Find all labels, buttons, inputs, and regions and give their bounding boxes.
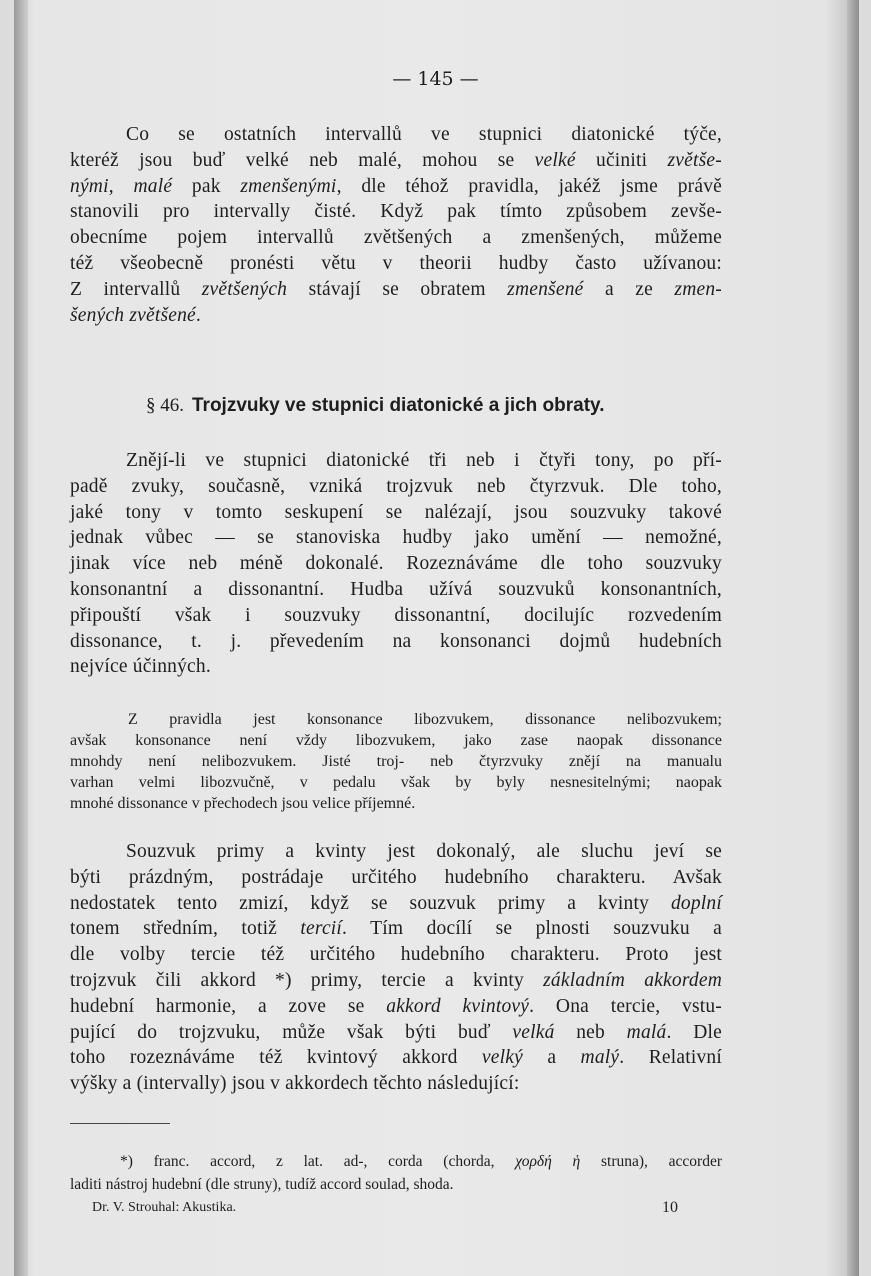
text-line: [70, 277, 722, 303]
text-line: [70, 500, 722, 526]
text-segment: jednak vůbec — se stanoviska hudby jako umění — nemožné,: [70, 527, 722, 549]
text-segment: laditi nástroj hudební (dle struny), tudíž accord soulad, shoda.: [70, 1176, 454, 1193]
section-heading: [146, 395, 605, 417]
italic-text: zmenšenými: [240, 175, 337, 197]
text-line: [70, 793, 722, 814]
text-line: [70, 751, 722, 772]
text-segment: stanovili pro intervally čisté. Když pak tímto způsobem zevše-: [70, 201, 722, 223]
text-segment: stávají se obratem: [287, 278, 508, 300]
text-line: [70, 603, 722, 629]
text-segment: mnohé dissonance v přechodech jsou velice příjemné.: [70, 795, 416, 812]
text-segment: učiniti: [575, 149, 668, 171]
text-segment: a ze: [583, 278, 675, 300]
text-line: [70, 225, 722, 251]
italic-text: zmenšené: [507, 278, 584, 300]
italic-text: tercií: [300, 918, 343, 940]
text-segment: pak: [172, 175, 241, 197]
footer-author-title: Dr. V. Strouhal: Akustika.: [92, 1200, 237, 1215]
text-line: [70, 551, 722, 577]
text-line: [70, 525, 722, 551]
text-line: [70, 199, 722, 225]
text-line: [70, 448, 722, 474]
text-line: [70, 891, 722, 917]
italic-text: základním akkordem: [543, 969, 722, 991]
italic-text: malá: [626, 1021, 667, 1043]
italic-text: χορδή ἡ: [515, 1153, 581, 1170]
text-line: [70, 942, 722, 968]
section-number: § 46.: [146, 395, 184, 416]
text-line: [70, 1020, 722, 1046]
text-segment: trojzvuk čili akkord *) primy, tercie a kvinty: [70, 969, 544, 991]
italic-text: malý: [580, 1047, 620, 1069]
text-segment: ,: [108, 175, 134, 197]
text-segment: , dle téhož pravidla, jakéž jsme právě: [336, 175, 723, 197]
text-line: [70, 730, 722, 751]
page-binding-edge: [14, 0, 28, 1276]
italic-text: malé: [133, 175, 173, 197]
text-line: [70, 122, 722, 148]
italic-text: nými: [70, 175, 109, 197]
text-segment: nedostatek tento zmizí, když se souzvuk primy a kvinty: [70, 892, 671, 914]
text-segment: struna), accorder: [580, 1153, 722, 1170]
text-line: [70, 577, 722, 603]
text-line: [70, 916, 722, 942]
italic-text: akkord kvintový: [386, 995, 530, 1017]
page-number: — 145 —: [392, 68, 479, 90]
italic-text: velká: [512, 1021, 555, 1043]
text-segment: Z intervallů: [70, 278, 202, 300]
text-segment: výšky a (intervally) jsou v akkordech těchto následující:: [70, 1073, 520, 1095]
text-segment: padě zvuky, současně, vzniká trojzvuk neb čtyrzvuk. Dle toho,: [70, 475, 722, 497]
text-segment: jaké tony v tomto seskupení se nalézají, jsou souzvuky takové: [70, 501, 722, 523]
italic-text: šených zvětšené: [70, 304, 196, 326]
italic-text: velký: [481, 1047, 523, 1069]
text-segment: . Dle: [666, 1021, 723, 1043]
italic-text: doplní: [670, 892, 722, 914]
text-segment: hudební harmonie, a zove se: [70, 995, 387, 1017]
text-segment: kteréž jsou buď velké neb malé, mohou se: [70, 149, 535, 171]
text-segment: *) franc. accord, z lat. ad-, corda (chorda,: [120, 1153, 516, 1170]
footnote-divider: [70, 1123, 170, 1124]
text-segment: býti prázdným, postrádaje určitého hudebního charakteru. Avšak: [70, 866, 722, 888]
text-segment: nejvíce účinných.: [70, 656, 211, 678]
text-line: [70, 772, 722, 793]
italic-text: zmen-: [674, 278, 722, 300]
text-line: [70, 1173, 722, 1196]
text-segment: a: [522, 1047, 581, 1069]
text-line: [70, 1071, 722, 1097]
paragraph-2: [70, 448, 722, 680]
text-segment: obecníme pojem intervallů zvětšených a zmenšených, můžeme: [70, 227, 722, 249]
text-segment: Znějí-li ve stupnici diatonické tři neb i čtyři tony, po pří-: [126, 450, 722, 471]
italic-text: velké: [534, 149, 576, 171]
text-line: [70, 1150, 722, 1173]
text-segment: Souzvuk primy a kvinty jest dokonalý, ale sluchu jeví se: [126, 841, 722, 862]
text-segment: mnohdy není nelibozvukem. Jisté troj- neb čtyrzvuky znějí na manualu: [70, 753, 722, 770]
text-segment: avšak konsonance není vždy libozvukem, jako zase naopak dissonance: [70, 732, 722, 749]
text-line: [70, 865, 722, 891]
text-segment: dle volby tercie též určitého hudebního charakteru. Proto jest: [70, 944, 722, 966]
text-line: [70, 1045, 722, 1071]
text-segment: . Tím docílí se plnosti souzvuku a: [342, 918, 722, 940]
text-line: [70, 629, 722, 655]
page-right-edge: [847, 0, 859, 1276]
text-line: [70, 709, 722, 730]
text-segment: tonem středním, totiž: [70, 918, 301, 940]
paragraph-3: [70, 839, 722, 1097]
text-line: [70, 654, 722, 680]
text-segment: Co se ostatních intervallů ve stupnici diatonické týče,: [126, 124, 722, 145]
italic-text: zvětšených: [201, 278, 288, 300]
text-segment: Z pravidla jest konsonance libozvukem, dissonance nelibozvukem;: [128, 711, 722, 728]
section-title: Trojzvuky ve stupnici diatonické a jich obraty.: [192, 395, 605, 416]
text-segment: připouští však i souzvuky dissonantní, docilujíc rozvedením: [70, 604, 722, 626]
text-segment: jinak více neb méně dokonalé. Rozeznáváme dle toho souzvuky: [70, 553, 722, 575]
text-segment: . Ona tercie, vstu-: [529, 995, 722, 1017]
text-line: [70, 148, 722, 174]
text-segment: pující do trojzvuku, může však býti buď: [70, 1021, 513, 1043]
paragraph-1: [70, 122, 722, 328]
text-line: [70, 994, 722, 1020]
text-segment: též všeobecně pronésti větu v theorii hudby často užívanou:: [70, 252, 722, 274]
text-line: [70, 251, 722, 277]
text-line: [70, 968, 722, 994]
italic-text: zvětše-: [667, 149, 722, 171]
footer-signature-number: 10: [662, 1199, 678, 1216]
text-line: [70, 174, 722, 200]
text-segment: dissonance, t. j. převedením na konsonanci dojmů hudebních: [70, 630, 722, 652]
text-segment: konsonantní a dissonantní. Hudba užívá souzvuků konsonantních,: [70, 578, 722, 600]
text-segment: neb: [554, 1021, 627, 1043]
small-print-note: [70, 709, 722, 814]
text-line: [70, 303, 722, 329]
text-segment: . Relativní: [619, 1047, 722, 1069]
text-line: [70, 839, 722, 865]
text-segment: toho rozeznáváme též kvintový akkord: [70, 1047, 482, 1069]
footnote: [70, 1150, 722, 1196]
text-segment: varhan velmi libozvučně, v pedalu však by byly nesnesitelnými; naopak: [70, 774, 722, 791]
text-segment: .: [195, 304, 201, 326]
text-line: [70, 474, 722, 500]
